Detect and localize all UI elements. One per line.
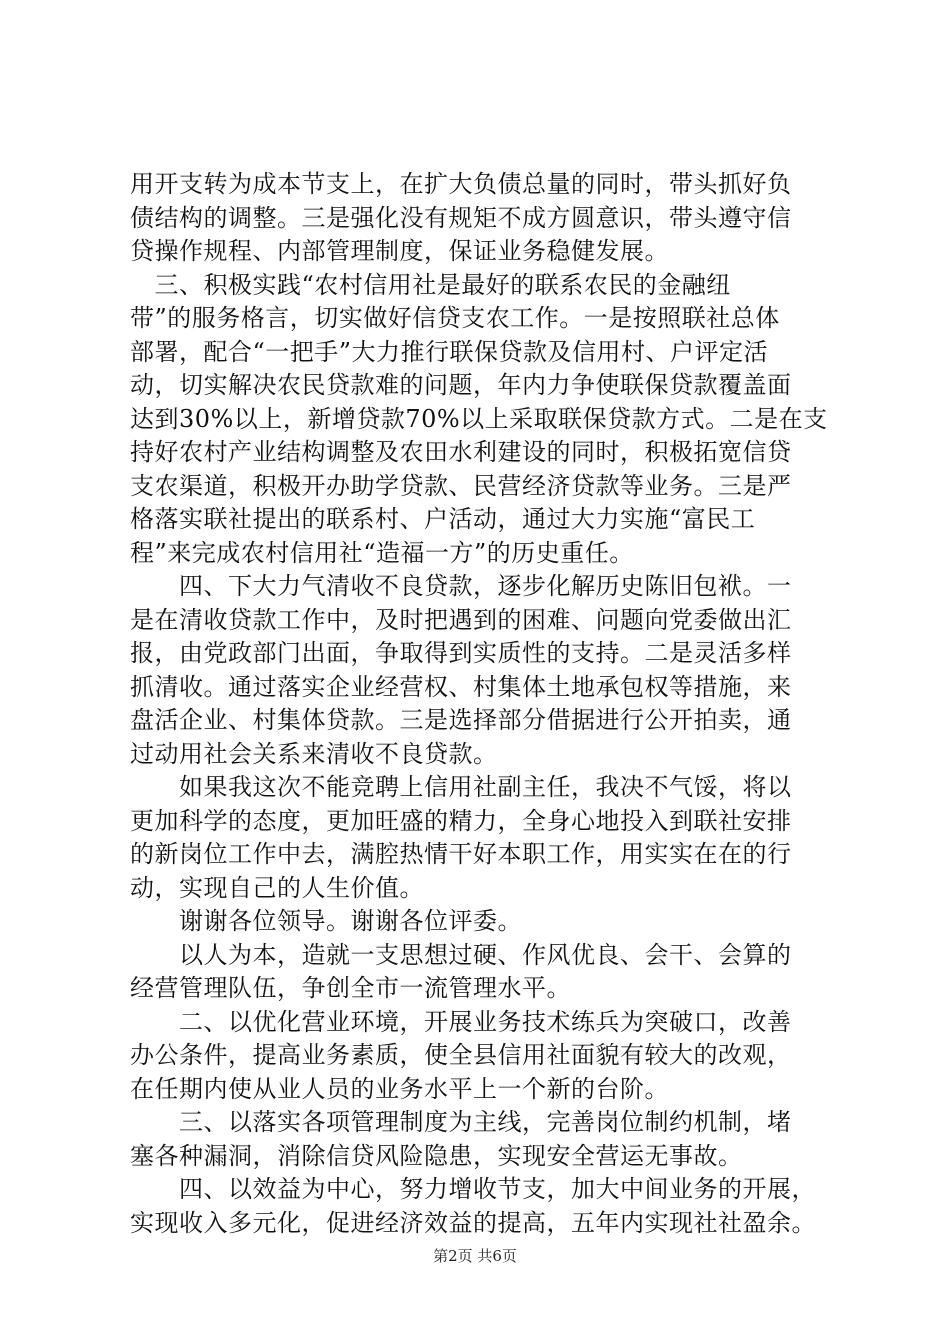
text-line: 办公条件，提高业务素质，使全县信用社面貌有较大的改观， [130,1041,792,1069]
text-line: 三、积极实践“农村信用社是最好的联系农民的金融纽 [130,270,731,299]
text-line: 格落实联社提出的联系村、户活动，通过大力实施“富民工 [130,505,756,533]
text-line: 四、下大力气清收不良贷款，逐步化解历史陈旧包袱。一 [130,572,792,600]
text-line: 三、以落实各项管理制度为主线，完善岗位制约机制，堵 [130,1108,792,1136]
text-line: 经营管理队伍，争创全市一流管理水平。 [130,974,571,1002]
text-line: 如果我这次不能竞聘上信用社副主任，我决不气馁，将以 [130,773,792,801]
text-line: 支农渠道，积极开办助学贷款、民营经济贷款等业务。三是严 [130,471,792,500]
text-line: 过动用社会关系来清收不良贷款。 [130,739,498,768]
text-line: 报，由党政部门出面，争取得到实质性的支持。二是灵活多样 [130,639,792,667]
text-line: 用开支转为成本节支上，在扩大负债总量的同时，带头抓好负 [130,170,792,198]
text-line: 以人为本，造就一支思想过硬、作风优良、会干、会算的 [130,940,792,969]
text-line: 贷操作规程、内部管理制度，保证业务稳健发展。 [130,237,669,265]
text-line: 是在清收贷款工作中，及时把遇到的困难、问题向党委做出汇 [130,605,792,634]
text-line: 谢谢各位领导。谢谢各位评委。 [130,907,522,935]
text-line: 动，切实解决农民贷款难的问题，年内力争使联保贷款覆盖面 [130,371,792,399]
text-line: 塞各种漏洞，消除信贷风险隐患，实现安全营运无事故。 [130,1141,743,1170]
text-line: 盘活企业、村集体贷款。三是选择部分借据进行公开拍卖，通 [130,706,792,734]
text-line: 二、以优化营业环境，开展业务技术练兵为突破口，改善 [130,1007,792,1036]
text-line: 达到30%以上，新增贷款70%以上采取联保贷款方式。二是在支 [130,404,828,433]
text-line: 更加科学的态度，更加旺盛的精力，全身心地投入到联社安排 [130,806,792,835]
text-line: 在任期内使从业人员的业务水平上一个新的台阶。 [130,1074,669,1103]
text-line: 持好农村产业结构调整及农田水利建设的同时，积极拓宽信贷 [130,438,792,466]
text-line: 程”来完成农村信用社“造福一方”的历史重任。 [130,538,634,567]
body-text [130,168,830,1240]
text-line: 债结构的调整。三是强化没有规矩不成方圆意识，带头遵守信 [130,203,792,232]
text-line: 部署，配合“一把手”大力推行联保贷款及信用村、户评定活 [130,337,769,366]
text-line: 动，实现自己的人生价值。 [130,873,424,902]
text-line: 带”的服务格言，切实做好信贷支农工作。一是按照联社总体 [130,304,780,332]
text-line: 实现收入多元化，促进经济效益的提高，五年内实现社社盈余。 [130,1208,816,1237]
page-number-footer: 第2页 共6页 [433,1247,517,1265]
text-line: 四、以效益为中心，努力增收节支，加大中间业务的开展， [130,1175,816,1203]
text-line: 的新岗位工作中去，满腔热情干好本职工作，用实实在在的行 [130,840,792,868]
text-line: 抓清收。通过落实企业经营权、村集体土地承包权等措施，来 [130,672,792,701]
